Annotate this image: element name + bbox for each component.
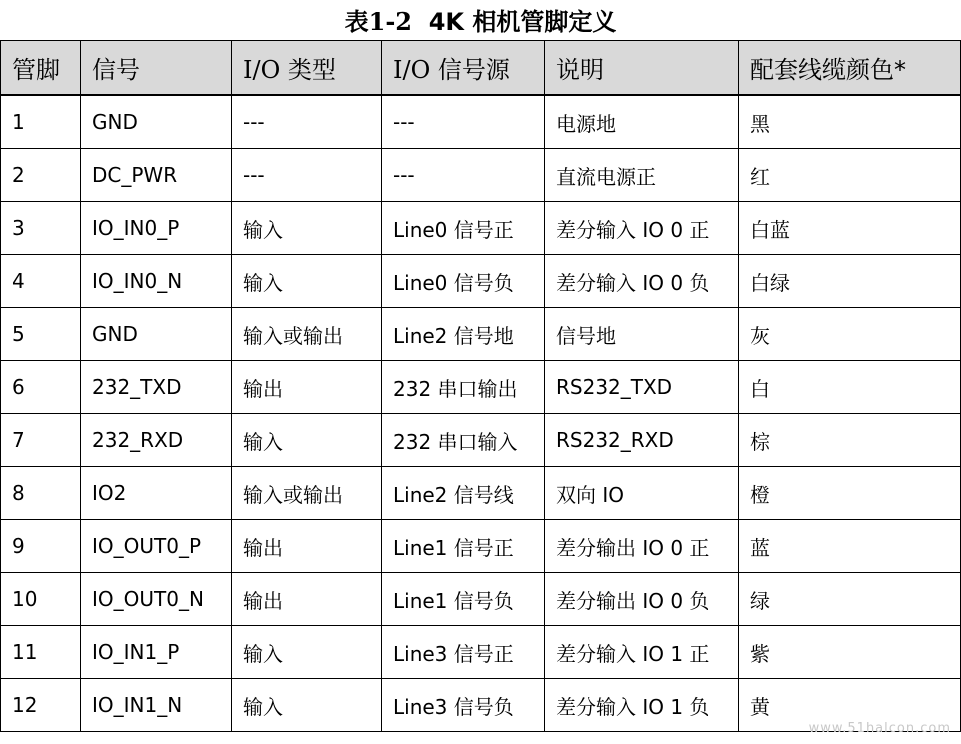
cell-cable-color: 蓝 [739,520,961,573]
cell-cable-color: 绿 [739,573,961,626]
caption-prefix: 表 [344,8,369,36]
cell-io-type: --- [232,149,382,202]
cell-signal: IO_OUT0_P [81,520,232,573]
cell-signal: IO_OUT0_N [81,573,232,626]
cell-io-source: --- [382,149,545,202]
cell-pin: 7 [1,414,81,467]
cell-io-type: 输入 [232,626,382,679]
table-row [1,467,961,520]
cell-cable-color: 黄 [739,679,961,732]
cell-cable-color: 紫 [739,626,961,679]
cell-signal: IO_IN0_N [81,255,232,308]
cell-pin: 1 [1,95,81,149]
cell-io-type: 输入或输出 [232,467,382,520]
cell-description: 双向 IO [545,467,739,520]
cell-description: 差分输出 IO 0 正 [545,520,739,573]
table-row [1,308,961,361]
table-body [1,95,961,732]
cell-pin: 12 [1,679,81,732]
cell-pin: 9 [1,520,81,573]
cell-pin: 6 [1,361,81,414]
cell-io-source: 232 串口输入 [382,414,545,467]
cell-io-type: 输入 [232,414,382,467]
table-row [1,255,961,308]
cell-description: 差分输入 IO 1 负 [545,679,739,732]
cell-pin: 8 [1,467,81,520]
cell-signal: DC_PWR [81,149,232,202]
cell-signal: IO_IN1_P [81,626,232,679]
table-header [1,41,961,96]
cell-description: 差分输入 IO 1 正 [545,626,739,679]
cell-io-type: 输出 [232,520,382,573]
cell-description: RS232_RXD [545,414,739,467]
watermark: www.51halcon.com [808,721,951,736]
cell-signal: IO_IN0_P [81,202,232,255]
cell-description: 差分输入 IO 0 正 [545,202,739,255]
table-row [1,202,961,255]
cell-cable-color: 白绿 [739,255,961,308]
header-row [1,41,961,96]
table-caption [0,0,961,40]
cell-io-type: 输入 [232,679,382,732]
cell-io-type: 输入 [232,202,382,255]
cell-pin: 11 [1,626,81,679]
cell-io-source: Line2 信号地 [382,308,545,361]
cell-pin: 3 [1,202,81,255]
cell-io-type: 输出 [232,573,382,626]
cell-description: 差分输入 IO 0 负 [545,255,739,308]
pin-definition-table [0,40,961,732]
cell-io-type: 输入 [232,255,382,308]
header-io-source: I/O 信号源 [382,41,545,96]
cell-io-source: 232 串口输出 [382,361,545,414]
cell-description: 信号地 [545,308,739,361]
cell-description: RS232_TXD [545,361,739,414]
cell-description: 电源地 [545,95,739,149]
table-row [1,573,961,626]
caption-number: 1-2 [368,7,412,36]
cell-signal: IO_IN1_N [81,679,232,732]
cell-pin: 2 [1,149,81,202]
cell-signal: GND [81,308,232,361]
cell-io-type: --- [232,95,382,149]
cell-cable-color: 白 [739,361,961,414]
header-io-type: I/O 类型 [232,41,382,96]
cell-signal: GND [81,95,232,149]
header-description: 说明 [545,41,739,96]
cell-signal: IO2 [81,467,232,520]
table-row [1,414,961,467]
cell-pin: 4 [1,255,81,308]
cell-signal: 232_RXD [81,414,232,467]
cell-io-source: Line1 信号正 [382,520,545,573]
cell-io-source: Line3 信号负 [382,679,545,732]
cell-description: 差分输出 IO 0 负 [545,573,739,626]
table-row [1,149,961,202]
cell-cable-color: 白蓝 [739,202,961,255]
header-pin: 管脚 [1,41,81,96]
cell-cable-color: 红 [739,149,961,202]
cell-io-source: Line2 信号线 [382,467,545,520]
table-row [1,520,961,573]
header-signal: 信号 [81,41,232,96]
cell-cable-color: 灰 [739,308,961,361]
cell-pin: 10 [1,573,81,626]
cell-io-type: 输入或输出 [232,308,382,361]
cell-io-source: Line3 信号正 [382,626,545,679]
cell-pin: 5 [1,308,81,361]
cell-signal: 232_TXD [81,361,232,414]
caption-text: 4K 相机管脚定义 [428,8,617,36]
cell-io-source: Line0 信号正 [382,202,545,255]
cell-cable-color: 橙 [739,467,961,520]
cell-io-type: 输出 [232,361,382,414]
header-cable-color: 配套线缆颜色* [739,41,961,96]
cell-io-source: --- [382,95,545,149]
cell-io-source: Line1 信号负 [382,573,545,626]
table-row [1,626,961,679]
cell-cable-color: 棕 [739,414,961,467]
cell-io-source: Line0 信号负 [382,255,545,308]
cell-cable-color: 黑 [739,95,961,149]
cell-description: 直流电源正 [545,149,739,202]
table-row [1,95,961,149]
table-row [1,361,961,414]
